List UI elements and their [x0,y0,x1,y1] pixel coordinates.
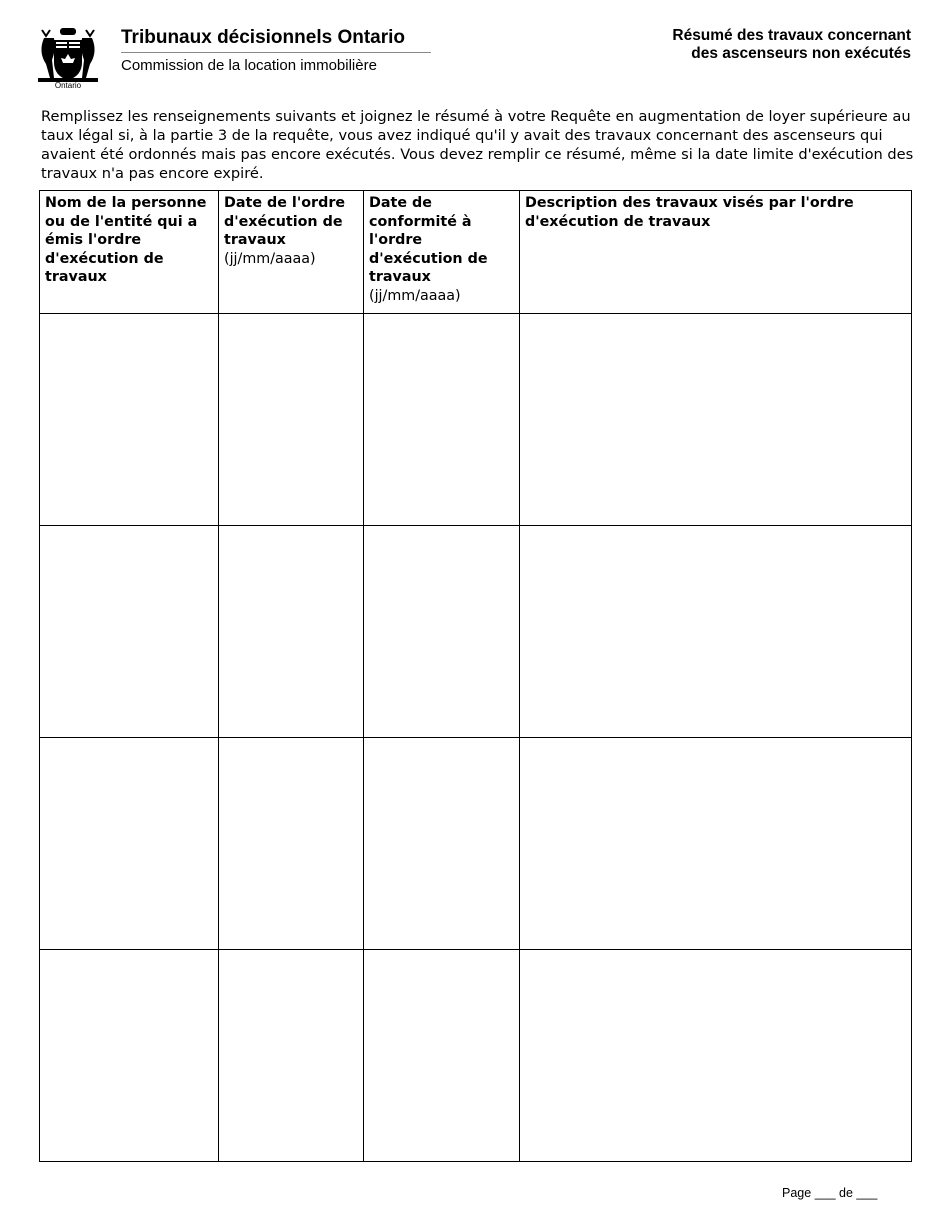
compliance-date-cell[interactable] [364,314,520,526]
order-date-cell[interactable] [219,314,364,526]
issuer-cell[interactable] [40,738,219,950]
table-row [40,738,912,950]
description-cell[interactable] [520,526,912,738]
organization-name: Tribunaux décisionnels Ontario [121,27,405,48]
table-header-row [40,191,912,314]
board-name: Commission de la location immobilière [121,57,377,74]
column-label: Description des travaux visés par l'ordre d'exécution de travaux [525,195,854,230]
compliance-date-cell[interactable] [364,526,520,738]
date-format-hint: (jj/mm/aaaa) [369,287,461,304]
column-label: Date de l'ordre d'exécution de travaux [224,195,346,248]
page-number [782,1186,877,1200]
description-cell[interactable] [520,950,912,1162]
page-number-blank[interactable]: ___ [814,1186,836,1200]
column-header-compliance-date [364,191,520,314]
compliance-date-cell[interactable] [364,738,520,950]
instructions-text: Remplissez les renseignements suivants et joignez le résumé à votre Requête en augmentation de loyer supérieure au taux légal si, à la partie 3 de la requête, vous avez indiqué qu'il y avait des travaux concernant des ascenseurs qui avaient été ordonnés mais pas encore exécutés. Vous devez remplir ce résumé, même si la date limite d'exécution des travaux n'a pas encore expiré. [41,108,914,182]
date-format-hint: (jj/mm/aaaa) [224,250,316,267]
form-title [672,27,911,63]
header-divider [121,52,431,53]
table-row [40,526,912,738]
description-cell[interactable] [520,314,912,526]
column-header-description [520,191,912,314]
issuer-cell[interactable] [40,314,219,526]
elevator-work-orders-table [39,190,912,1162]
compliance-date-cell[interactable] [364,950,520,1162]
page-of-label: de [839,1186,853,1200]
table-row [40,950,912,1162]
table-row [40,314,912,526]
column-label: Nom de la personne ou de l'entité qui a émis l'ordre d'exécution de travaux [45,195,207,285]
column-header-order-date [219,191,364,314]
issuer-cell[interactable] [40,950,219,1162]
issuer-cell[interactable] [40,526,219,738]
form-title-line1: Résumé des travaux concernant [672,27,911,44]
order-date-cell[interactable] [219,950,364,1162]
description-cell[interactable] [520,738,912,950]
logo-caption: Ontario [54,81,82,90]
order-date-cell[interactable] [219,526,364,738]
column-header-issuer [40,191,219,314]
form-title-line2: des ascenseurs non exécutés [691,44,911,62]
column-label: Date de conformité à l'ordre d'exécution de travaux [369,195,488,285]
order-date-cell[interactable] [219,738,364,950]
page-label: Page [782,1186,812,1200]
page-total-blank[interactable]: ___ [856,1186,878,1200]
